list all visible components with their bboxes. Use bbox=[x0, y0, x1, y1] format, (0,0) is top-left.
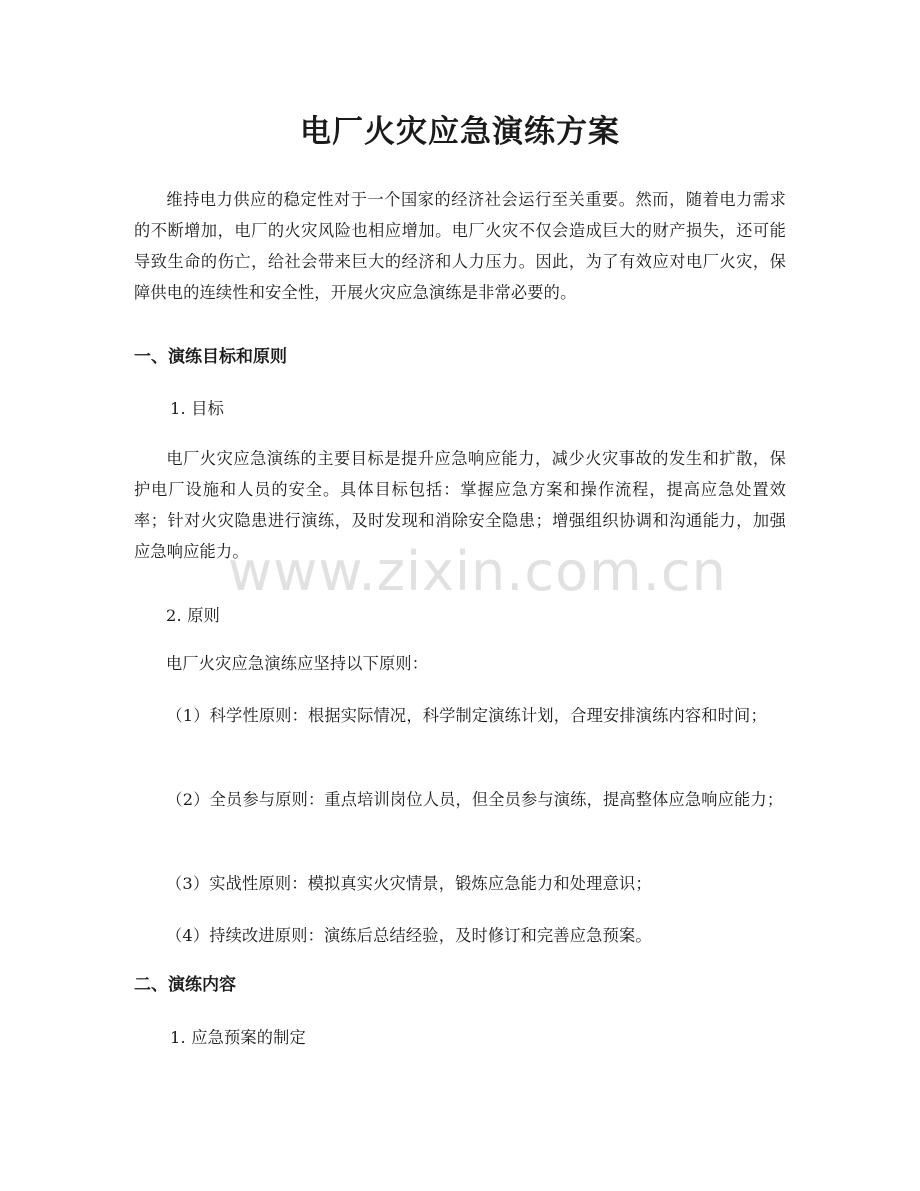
watermark: www.zixin.com.cn bbox=[228, 540, 727, 603]
goals-paragraph: 电厂火灾应急演练的主要目标是提升应急响应能力，减少火灾事故的发生和扩散，保护电厂设施和人员的安全。具体目标包括：掌握应急方案和操作流程，提高应急处置效率；针对火灾隐患进行演练，及时发现和消除安全隐患；增强组织协调和沟通能力，加强应急响应能力。 bbox=[134, 449, 786, 561]
principle-item: （2）全员参与原则：重点培训岗位人员，但全员参与演练，提高整体应急响应能力； bbox=[166, 790, 784, 809]
subsection-label-goals: 1. 目标 bbox=[170, 399, 224, 418]
principles-intro: 电厂火灾应急演练应坚持以下原则： bbox=[166, 654, 429, 673]
section-heading-drill-content: 二、演练内容 bbox=[134, 975, 236, 995]
principle-item: （1）科学性原则：根据实际情况，科学制定演练计划，合理安排演练内容和时间； bbox=[166, 706, 767, 725]
document-title: 电厂火灾应急演练方案 bbox=[300, 114, 620, 150]
principle-item: （3）实战性原则：模拟真实火灾情景，锻炼应急能力和处理意识； bbox=[166, 874, 652, 893]
subsection-label-emergency-plan: 1. 应急预案的制定 bbox=[170, 1028, 306, 1047]
principle-item: （4）持续改进原则：演练后总结经验，及时修订和完善应急预案。 bbox=[166, 926, 652, 945]
intro-paragraph: 维持电力供应的稳定性对于一个国家的经济社会运行至关重要。然而，随着电力需求的不断增加，电厂的火灾风险也相应增加。电厂火灾不仅会造成巨大的财产损失，还可能导致生命的伤亡，给社会带来巨大的经济和人力压力。因此，为了有效应对电厂火灾，保障供电的连续性和安全性，开展火灾应急演练是非常必要的。 bbox=[134, 190, 786, 302]
section-heading-goals-principles: 一、演练目标和原则 bbox=[134, 347, 287, 367]
subsection-label-principles: 2. 原则 bbox=[166, 606, 220, 625]
